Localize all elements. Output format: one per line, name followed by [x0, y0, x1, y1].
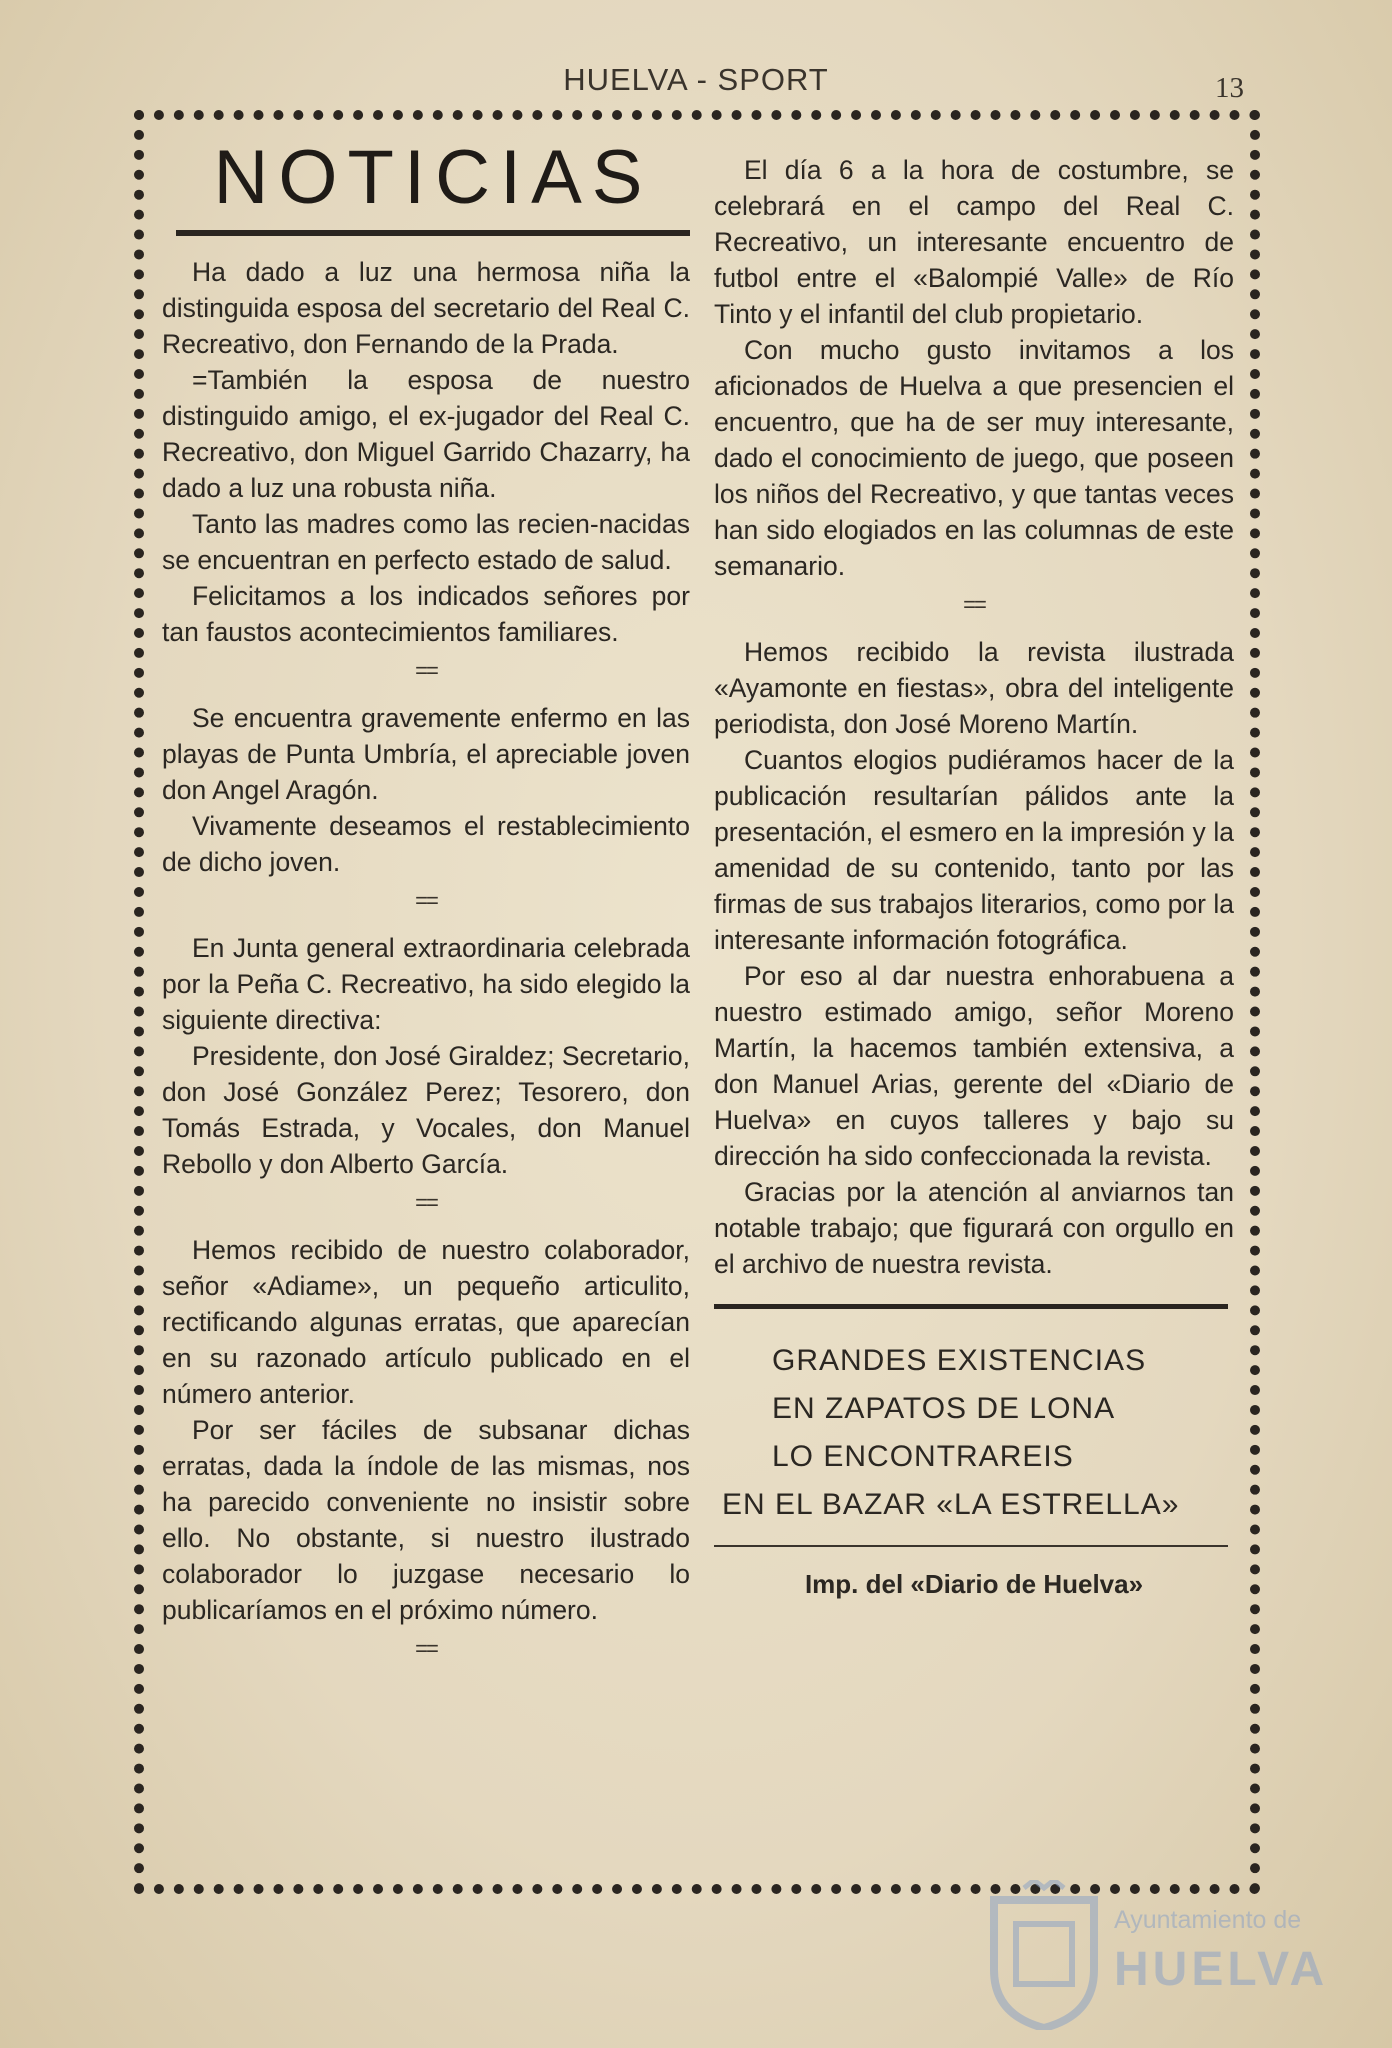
printer-imprint: Imp. del «Diario de Huelva»	[804, 1569, 1144, 1599]
paragraph: Felicitamos a los indicados señores por tan faustos acontecimientos familiares.	[162, 581, 690, 647]
paragraph: Vivamente deseamos el restablecimiento de dicho joven.	[162, 811, 690, 877]
paragraph: =También la esposa de nuestro distinguido amigo, el ex-jugador del Real C. Recreativo, don Miguel Garrido Chazarry, ha dado a luz una robusta niña.	[162, 365, 690, 503]
paragraph: Con mucho gusto invitamos a los aficionados de Huelva a que presencien el encuentro, que ha de ser muy interesante, dado el conocimiento de juego, que poseen los niños del Recreativo, y que tantas veces han sido elogiados en las columnas de este semanario.	[714, 335, 1234, 581]
page-number: 13	[1215, 72, 1244, 104]
paragraph: En Junta general extraordinaria celebrada por la Peña C. Recreativo, ha sido elegido la siguiente directiva:	[162, 933, 690, 1035]
advert-line: EN ZAPATOS DE LONA	[772, 1392, 1116, 1425]
paragraph: Se encuentra gravemente enfermo en las playas de Punta Umbría, el apreciable joven don Angel Aragón.	[162, 703, 690, 805]
paragraph: Ha dado a luz una hermosa niña la distinguida esposa del secretario del Real C. Recreativo, don Fernando de la Prada.	[162, 257, 690, 359]
separator: ==	[415, 888, 437, 913]
paragraph: Cuantos elogios pudiéramos hacer de la publicación resultarían pálidos ante la presentación, el esmero en la impresión y la amenidad de su contenido, tanto por las firmas de sus trabajos literarios, como por la interesante información fotográfica.	[714, 745, 1234, 955]
news-block-errata	[162, 1232, 690, 1628]
advert-rule	[714, 1304, 1228, 1309]
paragraph: Por eso al dar nuestra enhorabuena a nuestro estimado amigo, señor Moreno Martín, la hacemos también extensiva, a don Manuel Arias, gerente del «Diario de Huelva» en cuyos talleres y bajo su dirección ha sido confeccionada la revista.	[714, 961, 1234, 1171]
news-block-board	[162, 930, 690, 1182]
advert-box	[714, 1337, 1234, 1529]
heading-rule	[176, 230, 690, 236]
news-block-match	[714, 152, 1234, 584]
separator: ==	[415, 1190, 437, 1215]
watermark-line1: Ayuntamiento de	[1114, 1906, 1302, 1934]
left-column	[162, 136, 690, 1678]
separator: ==	[415, 1636, 437, 1661]
paragraph: Tanto las madres como las recien-nacidas se encuentran en perfecto estado de salud.	[162, 509, 690, 575]
news-block-birth	[162, 254, 690, 650]
advert-line: LO ENCONTRAREIS	[772, 1440, 1074, 1473]
paragraph: El día 6 a la hora de costumbre, se celebrará en el campo del Real C. Recreativo, un interesante encuentro de futbol entre el «Balompié Valle» de Río Tinto y el infantil del club propietario.	[714, 155, 1234, 329]
news-block-illness	[162, 700, 690, 880]
right-column	[714, 152, 1234, 1600]
separator: ==	[963, 592, 985, 617]
running-head	[0, 62, 1392, 102]
paragraph: Gracias por la atención al anviarnos tan notable trabajo; que figurará con orgullo en el archivo de nuestra revista.	[714, 1177, 1234, 1279]
municipal-watermark	[984, 1880, 1329, 2030]
watermark-line2: HUELVA	[1114, 1943, 1329, 1996]
imprint-rule	[714, 1545, 1228, 1547]
news-block-magazine	[714, 634, 1234, 1282]
advert-line: GRANDES EXISTENCIAS	[772, 1344, 1147, 1377]
paragraph: Por ser fáciles de subsanar dichas erratas, dada la índole de las mismas, nos ha parecido conveniente no insistir sobre ello. No obstante, si nuestro ilustrado colaborador lo juzgase necesario lo publicaríamos en el próximo número.	[162, 1415, 690, 1625]
running-title: HUELVA - SPORT	[563, 62, 829, 97]
section-heading: NOTICIAS	[213, 135, 653, 220]
paragraph: Hemos recibido de nuestro colaborador, señor «Adiame», un pequeño articulito, rectificando algunas erratas, que aparecían en su razonado artículo publicado en el número anterior.	[162, 1235, 690, 1409]
advert-line: EN EL BAZAR «LA ESTRELLA»	[722, 1488, 1180, 1521]
paragraph: Presidente, don José Giraldez; Secretario, don José González Perez; Tesorero, don Tomás Estrada, y Vocales, don Manuel Rebollo y don Alberto García.	[162, 1041, 690, 1179]
paragraph: Hemos recibido la revista ilustrada «Ayamonte en fiestas», obra del inteligente periodista, don José Moreno Martín.	[714, 637, 1234, 739]
separator: ==	[415, 658, 437, 683]
coat-of-arms-icon	[984, 1880, 1104, 2030]
